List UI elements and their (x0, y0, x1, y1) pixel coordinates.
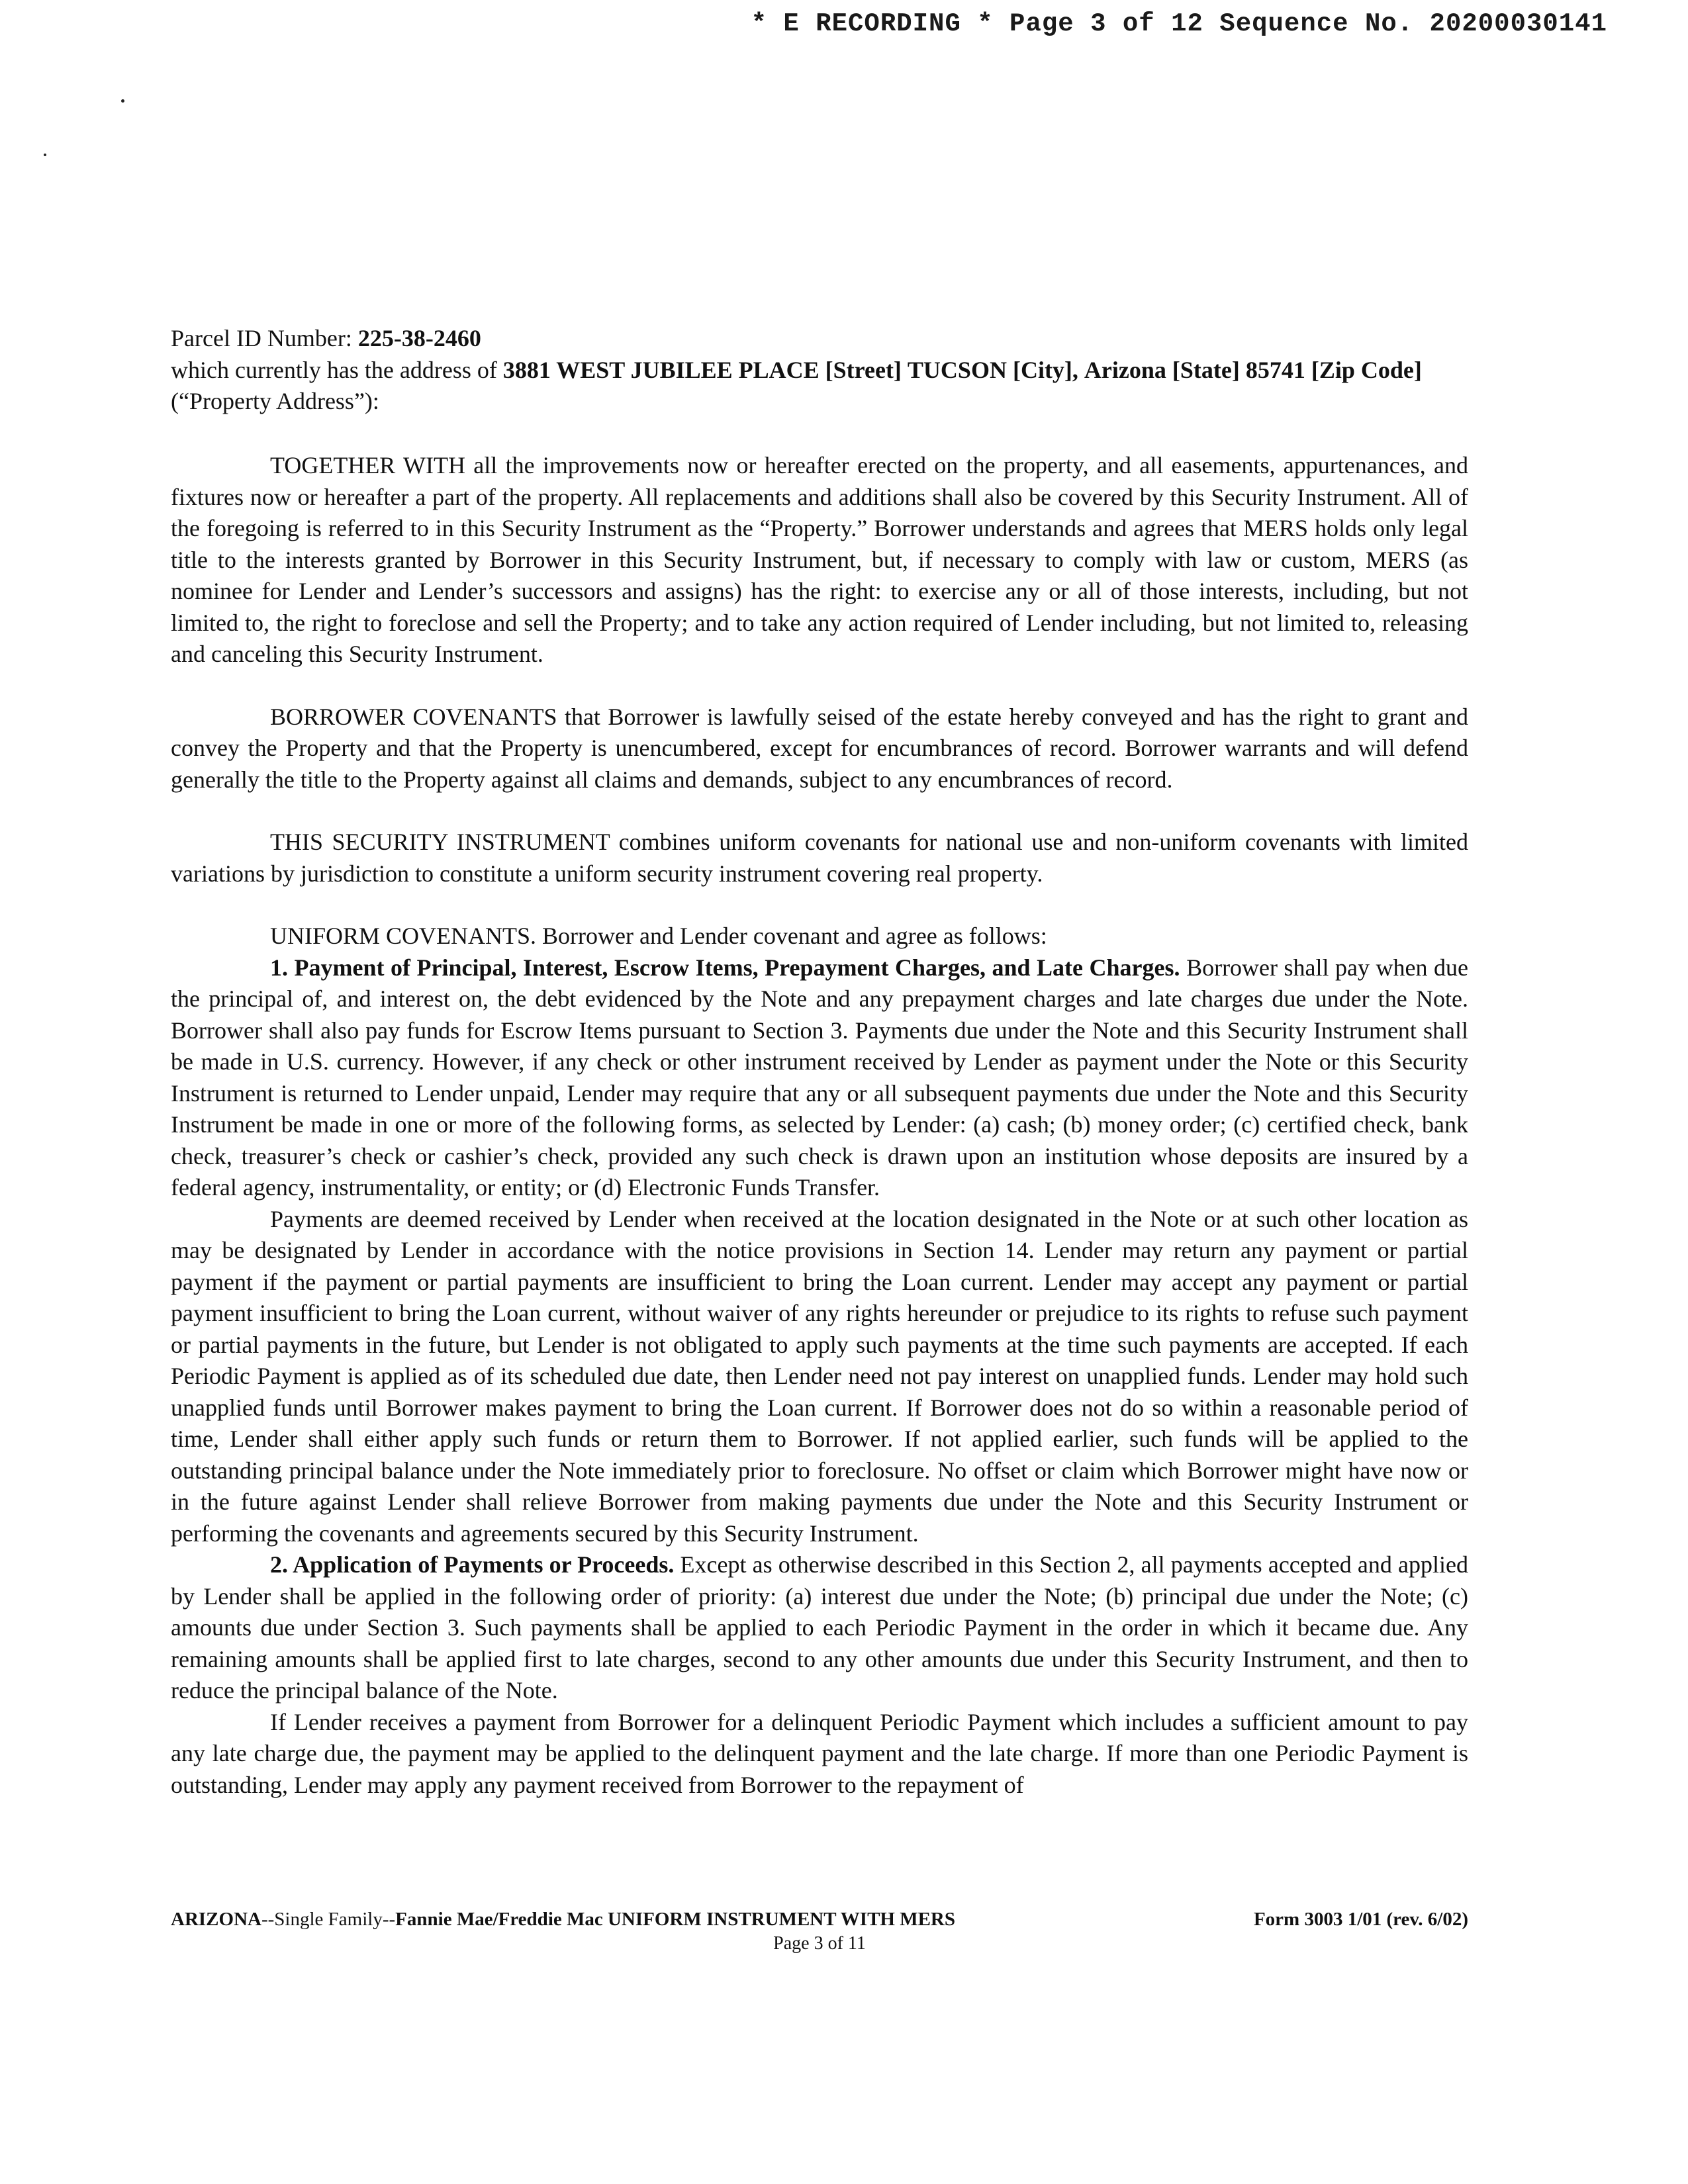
together-with-paragraph: TOGETHER WITH all the improvements now or hereafter erected on the property, and all easements, appurtenances, and fixtures now or hereafter a part of the property. All replacements and additions shall also be covered by this Security Instrument. All of the foregoing is referred to in this Security Instrument as the “Property.” Borrower understands and agrees that MERS holds only legal title to the interests granted by Borrower in this Security Instrument, but, if necessary to comply with law or custom, MERS (as nominee for Lender and Lender’s successors and assigns) has the right: to exercise any or all of those interests, including, but not limited to, the right to foreclose and sell the Property; and to take any action required of Lender including, but not limited to, releasing and canceling this Security Instrument. (171, 452, 1468, 667)
footer-family: Single Family (274, 1909, 383, 1930)
footer-form-number: Form 3003 1/01 (rev. 6/02) (1253, 1909, 1468, 1930)
address-zip: 85741 (1245, 356, 1305, 383)
section-2-paragraph (171, 1549, 1468, 1707)
scan-speck (121, 99, 124, 103)
recording-stamp: * E RECORDING * Page 3 of 12 Sequence No. 20200030141 (751, 9, 1607, 38)
uniform-covenants-paragraph: UNIFORM COVENANTS. Borrower and Lender covenant and agree as follows: (270, 923, 1047, 949)
address-suffix: (“Property Address”): (171, 388, 379, 414)
footer-instrument: Fannie Mae/Freddie Mac UNIFORM INSTRUMENT WITH MERS (395, 1909, 956, 1930)
section-1-paragraph (171, 952, 1468, 1204)
section-2-body: Except as otherwise described in this Section 2, all payments accepted and applied by Lender shall be applied in the following order of priority: (a) interest due under the Note; (b) principal due under the Note; (c) amounts due under Section 3. Such payments shall be applied to each Periodic Payment in the order in which it became due. Any remaining amounts shall be applied first to late charges, second to any other amounts due under this Security Instrument, and then to reduce the principal balance of the Note. (171, 1551, 1468, 1704)
page-footer (171, 1909, 1468, 1954)
address-zip-tag: [Zip Code] (1311, 356, 1422, 383)
security-instrument-paragraph: THIS SECURITY INSTRUMENT combines uniform covenants for national use and non-uniform covenants with limited variations by jurisdiction to constitute a uniform security instrument covering real property. (171, 829, 1468, 887)
section-1-heading: 1. Payment of Principal, Interest, Escrow Items, Prepayment Charges, and Late Charges. (270, 954, 1180, 981)
scan-speck (44, 154, 46, 156)
footer-form-line (171, 1909, 1468, 1931)
address-state: Arizona (1084, 356, 1166, 383)
footer-state: ARIZONA (171, 1909, 261, 1930)
footer-separator: -- (382, 1909, 396, 1930)
footer-separator: -- (261, 1909, 275, 1930)
borrower-covenants-paragraph: BORROWER COVENANTS that Borrower is lawfully seised of the estate hereby conveyed and has the right to grant and convey the Property and that the Property is unencumbered, except for encumbrances of record. Borrower warrants and will defend generally the title to the Property against all claims and demands, subject to any encumbrances of record. (171, 703, 1468, 793)
address-street: 3881 WEST JUBILEE PLACE (502, 356, 820, 383)
address-city: TUCSON (907, 356, 1007, 383)
address-city-tag: [City] (1012, 356, 1072, 383)
parcel-id-line (171, 323, 1468, 355)
delinquent-payment-paragraph: If Lender receives a payment from Borrower for a delinquent Periodic Payment which includes a sufficient amount to pay any late charge due, the payment may be applied to the delinquent payment and the late charge. If more than one Periodic Payment is outstanding, Lender may apply any payment received from Borrower to the repayment of (171, 1708, 1468, 1798)
footer-instrument-title (171, 1909, 955, 1931)
parcel-block (171, 323, 1468, 418)
section-2-heading: 2. Application of Payments or Proceeds. (270, 1551, 675, 1578)
parcel-id-label: Parcel ID Number: (171, 325, 352, 351)
section-1-body: Borrower shall pay when due the principal of, and interest on, the debt evidenced by the Note and any prepayment charges and late charges due under the Note. Borrower shall also pay funds for Escrow Items pursuant to Section 3. Payments due under the Note and this Security Instrument shall be made in U.S. currency. However, if any check or other instrument received by Lender as payment under the Note or this Security Instrument is returned to Lender unpaid, Lender may require that any or all subsequent payments due under the Note and this Security Instrument be made in one or more of the following forms, as selected by Lender: (a) cash; (b) money order; (c) certified check, bank check, treasurer’s check or cashier’s check, provided any such check is drawn upon an institution whose deposits are insured by a federal agency, instrumentality, or entity; or (d) Electronic Funds Transfer. (171, 954, 1469, 1201)
instrument-body (171, 450, 1468, 1801)
footer-page-number: Page 3 of 11 (773, 1933, 866, 1954)
property-address-line: which currently has the address of 3881 WEST JUBILEE PLACE [Street] TUCSON [City], Arizona [State] 85741 [Zip Code] (“Property Address”): (171, 356, 1422, 414)
parcel-id-number: 225-38-2460 (357, 325, 481, 351)
address-state-tag: [State] (1172, 356, 1240, 383)
address-street-tag: [Street] (825, 356, 902, 383)
payments-deemed-paragraph: Payments are deemed received by Lender when received at the location designated in the Note or at such other location as may be designated by Lender in accordance with the notice provisions in Section 14. Lender may return any payment or partial payment if the payment or partial payments are insufficient to bring the Loan current. Lender may accept any payment or partial payment insufficient to bring the Loan current, without waiver of any rights hereunder or prejudice to its rights to refuse such payment or partial payments in the future, but Lender is not obligated to apply such payments at the time such payments are accepted. If each Periodic Payment is applied as of its scheduled due date, then Lender need not pay interest on unapplied funds. Lender may hold such unapplied funds until Borrower makes payment to bring the Loan current. If Borrower does not do so within a reasonable period of time, Lender shall either apply such funds or return them to Borrower. If not applied earlier, such funds will be applied to the outstanding principal balance under the Note immediately prior to foreclosure. No offset or claim which Borrower might have now or in the future against Lender shall relieve Borrower from making payments due under the Note and this Security Instrument or performing the covenants and agreements secured by this Security Instrument. (171, 1205, 1468, 1547)
address-prefix: which currently has the address of (171, 356, 497, 383)
